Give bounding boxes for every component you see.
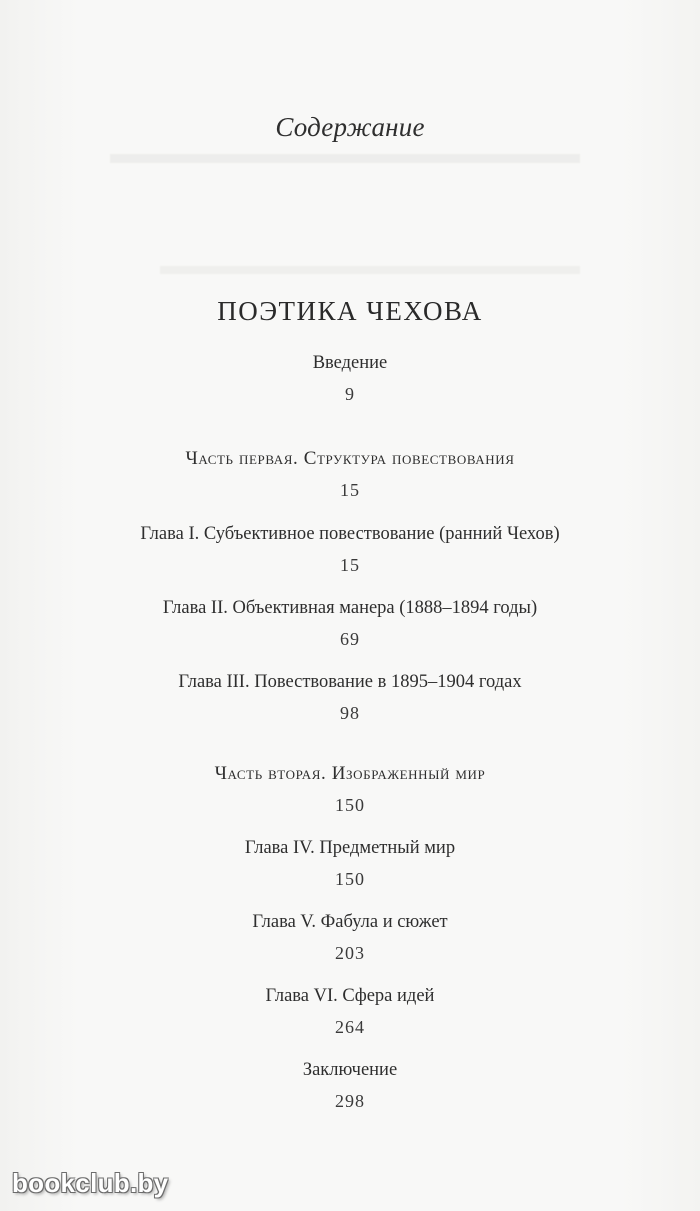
- toc-entry-label: Глава V. Фабула и сюжет: [252, 912, 448, 932]
- show-through-lines: [0, 150, 700, 170]
- toc-entry-label: Заключение: [302, 1060, 398, 1080]
- toc-entry-label: Глава IV. Предметный мир: [244, 838, 456, 858]
- toc-entry-label: Введение: [312, 353, 388, 373]
- book-title: ПОЭТИКА ЧЕХОВА: [217, 296, 483, 326]
- toc-entry-page: 15: [340, 480, 360, 500]
- toc-entry-chapter-1: [0, 523, 700, 575]
- show-through-shadow: [0, 150, 700, 164]
- toc-entry-label: Часть вторая. Изображенный мир: [214, 763, 486, 784]
- toc-entry-page: 9: [345, 384, 355, 404]
- toc-entry-introduction: [0, 352, 700, 404]
- toc-entry-page: 150: [335, 869, 365, 889]
- toc-entry-chapter-4: [0, 837, 700, 889]
- toc-entry-label: Глава II. Объективная манера (1888–1894 годы): [162, 598, 538, 618]
- toc-entry-part-one: [0, 448, 700, 500]
- toc-entry-part-two: [0, 763, 700, 815]
- toc-entry-chapter-3: [0, 671, 700, 723]
- toc-entry-label: Глава I. Субъективное повествование (ранний Чехов): [140, 524, 560, 544]
- toc-entry-page: 69: [340, 629, 360, 649]
- toc-entry-page: 298: [335, 1091, 365, 1111]
- toc-entry-page: 15: [340, 555, 360, 575]
- watermark-logo: bookclub.by: [12, 1168, 169, 1198]
- toc-entry-page: 150: [335, 795, 365, 815]
- toc-entry-label: Часть первая. Структура повествования: [185, 448, 515, 469]
- toc-entry-page: 203: [335, 943, 365, 963]
- toc-entry-chapter-6: [0, 985, 700, 1037]
- show-through-lines-2: [0, 262, 700, 282]
- toc-entry-conclusion: [0, 1059, 700, 1111]
- toc-entry-label: Глава VI. Сфера идей: [265, 986, 435, 1006]
- toc-entry-chapter-2: [0, 597, 700, 649]
- toc-entry-page: 98: [340, 703, 360, 723]
- toc-entry-chapter-5: [0, 911, 700, 963]
- show-through-shadow-2: [0, 262, 700, 276]
- toc-entry-page: 264: [335, 1017, 365, 1037]
- toc-entry-label: Глава III. Повествование в 1895–1904 годах: [178, 672, 522, 692]
- toc-heading: Содержание: [275, 112, 425, 142]
